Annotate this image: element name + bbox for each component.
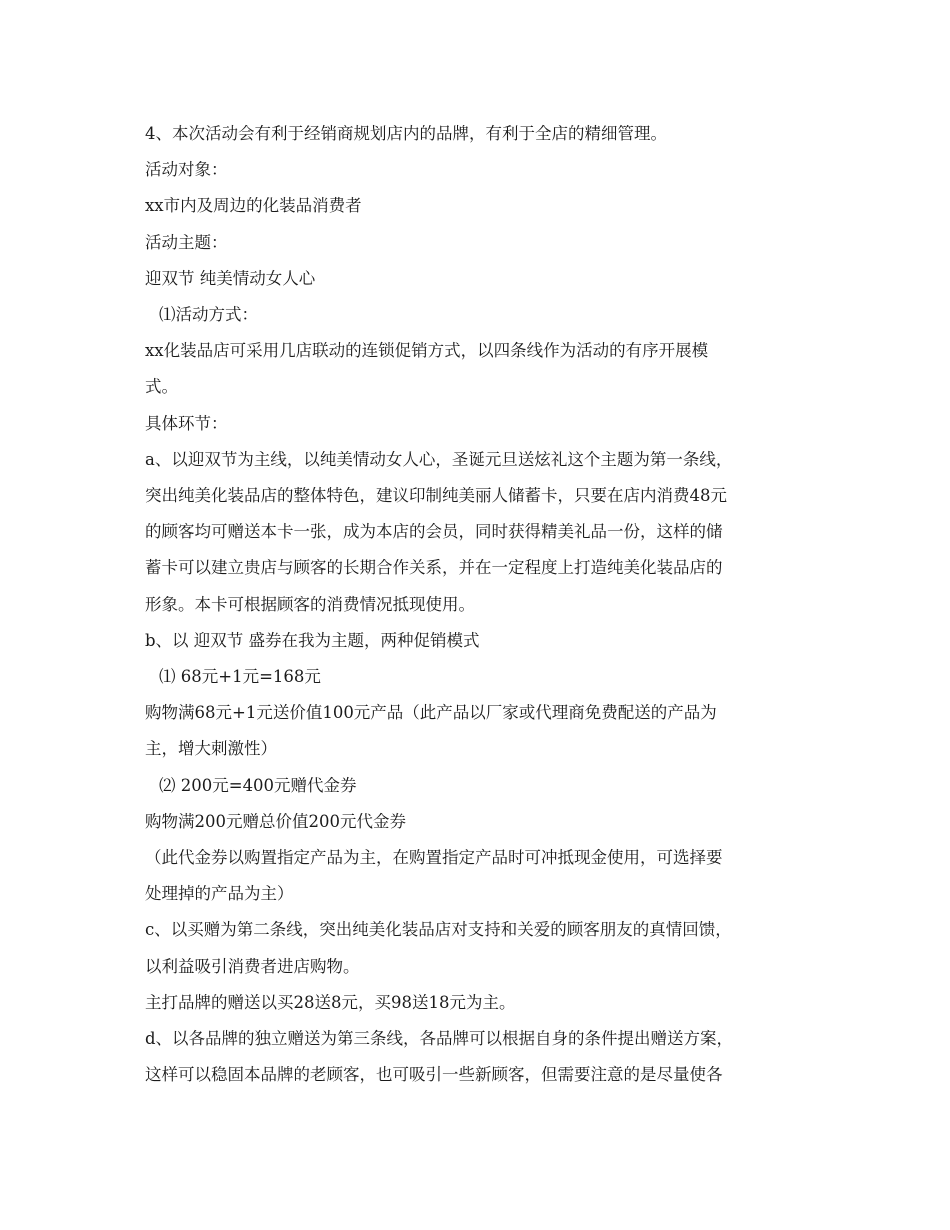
text-line: 迎双节 纯美情动女人心 [145,268,316,288]
text-line: 突出纯美化装品店的整体特色，建议印制纯美丽人储蓄卡，只要在店内消费48元 [145,486,727,506]
text-line: 形象。本卡可根据顾客的消费情况抵现使用。 [145,594,475,614]
text-line: a、以迎双节为主线，以纯美情动女人心，圣诞元旦送炫礼这个主题为第一条线， [145,449,733,469]
text-line: 购物满68元+1元送价值100元产品（此产品以厂家或代理商免费配送的产品为 [145,703,717,723]
text-line: 主打品牌的赠送以买28送8元，买98送18元为主。 [145,992,516,1012]
text-line: b、以 迎双节 盛券在我为主题，两种促销模式 [145,630,480,650]
section-heading: 具体环节： [145,413,228,433]
section-heading: ⑴活动方式： [159,305,258,325]
text-line: 主，增大刺激性） [145,739,277,759]
text-line: d、以各品牌的独立赠送为第三条线，各品牌可以根据自身的条件提出赠送方案， [145,1029,734,1049]
text-line: 这样可以稳固本品牌的老顾客，也可吸引一些新顾客，但需要注意的是尽量使各 [145,1065,723,1085]
list-item: ⑴ 68元+1元=168元 [159,667,321,687]
text-line: 4、本次活动会有利于经销商规划店内的品牌，有利于全店的精细管理。 [145,124,667,143]
text-line: c、以买赠为第二条线，突出纯美化装品店对支持和关爱的顾客朋友的真情回馈， [145,920,732,940]
section-heading: 活动主题： [145,232,228,252]
text-line: 的顾客均可赠送本卡一张，成为本店的会员，同时获得精美礼品一份，这样的储 [145,522,723,542]
section-heading: 活动对象： [145,160,228,180]
text-line: 式。 [145,377,178,397]
text-line: （此代金券以购置指定产品为主，在购置指定产品时可冲抵现金使用，可选择要 [145,848,723,868]
document-body [145,116,810,1093]
text-line: xx化装品店可采用几店联动的连锁促销方式，以四条线作为活动的有序开展模 [145,341,709,361]
list-item: ⑵ 200元=400元赠代金券 [159,775,357,795]
text-line: 购物满200元赠总价值200元代金券 [145,811,406,831]
text-line: xx市内及周边的化装品消费者 [145,196,362,216]
text-line: 蓄卡可以建立贵店与顾客的长期合作关系，并在一定程度上打造纯美化装品店的 [145,558,723,578]
text-line: 处理掉的产品为主） [145,884,294,904]
text-line: 以利益吸引消费者进店购物。 [145,956,360,976]
